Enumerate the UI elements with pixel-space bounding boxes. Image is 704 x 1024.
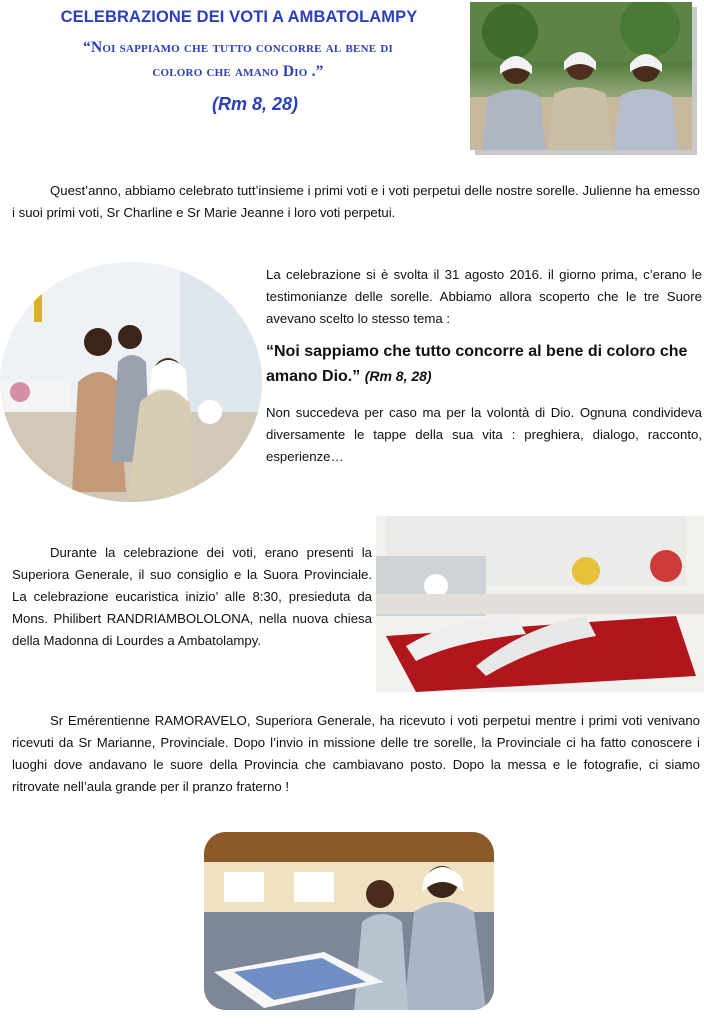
- photo-vows-ceremony: [0, 262, 262, 502]
- header-reference: (Rm 8, 28): [211, 94, 299, 114]
- photo-three-sisters-illustration: [470, 2, 692, 150]
- photo-prostration: [376, 516, 704, 692]
- photo-prostration-illustration: [376, 516, 704, 692]
- header-quote-line2: coloro che amano Dio .”: [152, 63, 324, 80]
- celebration-paragraph: La celebrazione si è svolta il 31 agosto 2016. il giorno prima, c’erano le testimonianze delle sorelle. Abbiamo allora scoperto che le tre Suore avevano scelto lo stesso tema :: [266, 267, 702, 326]
- photo-three-sisters: [470, 2, 692, 150]
- photo-vows-ceremony-illustration: [0, 262, 262, 502]
- theme-quote: [266, 340, 702, 389]
- presence-paragraph: Durante la celebrazione dei voti, erano presenti la Superiora Generale, il suo consiglio e la Suora Provinciale. La celebrazione eucaristica inizio’ alle 8:30, presieduta da Mons. Philibert RANDRIAMBOLOLONA, nella nuova chiesa della Madonna di Lourdes a Ambatolampy.: [12, 545, 372, 648]
- page-title: CELEBRAZIONE DEI VOTI A AMBATOLAMPY: [60, 8, 418, 26]
- theme-quote-reference: (Rm 8, 28): [364, 368, 432, 384]
- photo-fraternal-lunch: [204, 832, 494, 1010]
- sharing-paragraph: Non succedeva per caso ma per la volontà di Dio. Ognuna condivideva diversamente le tappe della sua vita : preghiera, dialogo, racconto, esperienze…: [266, 405, 702, 464]
- header-quote: [8, 36, 468, 84]
- closing-paragraph: Sr Emérentienne RAMORAVELO, Superiora Generale, ha ricevuto i voti perpetui mentre i primi voti venivano ricevuti da Sr Marianne, Provinciale. Dopo l’invio in missione delle tre sorelle, la Provinciale ci ha fatto conoscere i luoghi dove andavano le suore della Provincia che cambiavano posto. Dopo la messa e le fotografie, ci siamo ritrovate nell’aula grande per il pranzo fraterno !: [12, 713, 700, 794]
- intro-paragraph: Quest’anno, abbiamo celebrato tutt’insieme i primi voti e i voti perpetui delle nostre sorelle. Julienne ha emesso i suoi primi voti, Sr Charline e Sr Marie Jeanne i loro voti perpetui.: [12, 183, 700, 220]
- photo-fraternal-lunch-illustration: [204, 832, 494, 1010]
- theme-quote-text: “Noi sappiamo che tutto concorre al bene di coloro che amano Dio.”: [266, 343, 688, 385]
- header-quote-line1: “Noi sappiamo che tutto concorre al bene di: [83, 39, 393, 56]
